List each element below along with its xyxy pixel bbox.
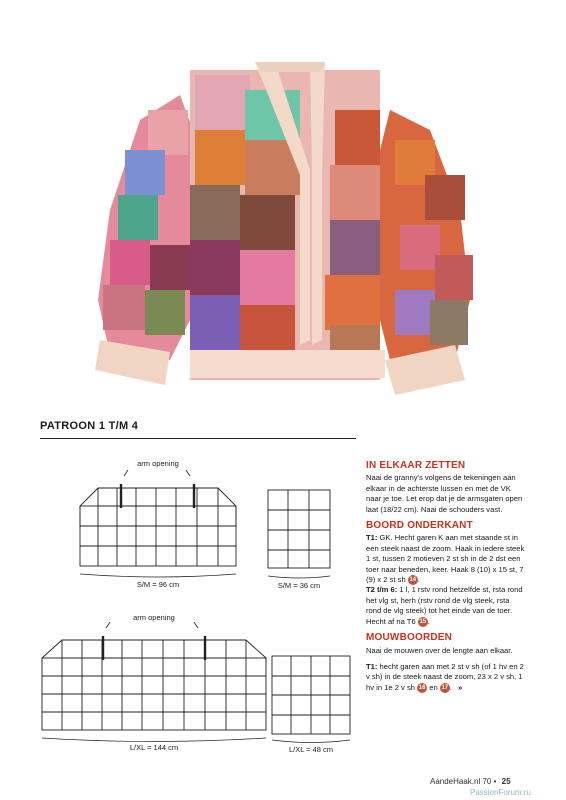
connector-text: en [429, 682, 438, 692]
assembly-diagrams [0, 440, 366, 760]
bottom-body-size: L/XL = 144 cm [129, 743, 179, 752]
continue-arrow-icon: » [458, 682, 463, 692]
bottom-sleeve-size: L/XL = 48 cm [288, 745, 334, 754]
step-badge: 17 [441, 684, 449, 691]
bottom-border-round-1: T1: GK. Hecht garen K aan met staande st in een steek naast de zoom. Haak in iedere steek 1 st, tussen 2 motieven 2 st sh in de 2 dst een toer naar beneden, keer. Haak 8 (10) x 15 st, 7 (9) x 2 st sh 14 . T2 t/m 6: 1 l, 1 rstv rond hetzelfde st, rsta rond het vlg st, herh (rstv rond de vlg steek, rsta rond de vlg steek) tot het einde van de toer. Hecht af na T6 15 . [366, 533, 525, 626]
round-label: T2 t/m 6: [366, 585, 398, 595]
watermark: PassionForum.ru [470, 788, 531, 797]
sleeve-grid-lxl [272, 656, 350, 734]
step-badge: 16 [418, 684, 426, 691]
assembly-text: Naai de granny's volgens de tekeningen aan elkaar in de achterste lussen en met de VK naar je toe. Let erop dat je de armsgaten open laat (18/22 cm). Naai de schouders vast. [366, 473, 523, 514]
cardigan-body [190, 62, 385, 380]
bottom-arm-label: arm opening [133, 613, 175, 622]
footer-site: AandeHaak.nl 70 [430, 777, 492, 786]
round-label: T1: [366, 661, 378, 671]
section-heading-bottom-border: BOORD ONDERKANT [366, 520, 473, 532]
page-number: 25 [501, 777, 511, 786]
round-label: T1: [366, 533, 378, 543]
pattern-title: PATROON 1 T/M 4 [40, 420, 139, 432]
pattern-title-rule [40, 438, 356, 439]
instructions-column [366, 461, 526, 699]
section-heading-assembly: IN ELKAAR ZETTEN [366, 460, 466, 471]
right-sleeve [370, 110, 473, 395]
footer-dot-icon: • [493, 777, 497, 786]
round-text: hecht garen aan met 2 st v sh (of 1 hv en 2 v sh) in de steek naast de zoom, 23 x 2 v sh, 1 hv in 1e 2 v sh [366, 661, 524, 692]
sleeve-grid-sm [268, 490, 330, 568]
page-footer [430, 777, 511, 786]
sleeve-border-round-1: T1: hecht garen aan met 2 st v sh (of 1 hv en 2 v sh) in de steek naast de zoom, 23 x 2 v sh, 1 hv in 1e 2 v sh 16 en 17 . » [366, 661, 524, 692]
top-arm-label: arm opening [137, 459, 179, 468]
body-grid-lxl [42, 640, 266, 730]
top-body-size: S/M = 96 cm [136, 580, 180, 589]
step-badge: 15 [419, 618, 427, 625]
section-heading-sleeve-borders: MOUWBOORDEN [366, 632, 453, 644]
top-sleeve-size: S/M = 36 cm [277, 581, 321, 590]
round-text: 1 l, 1 rstv rond hetzelfde st, rsta rond het vlg st, herh (rstv rond de vlg steek, rsta rond de vlg steek) tot het einde van de toer. Hecht af na T6 [366, 585, 523, 626]
body-grid-sm [80, 488, 236, 566]
step-badge: 14 [409, 577, 417, 584]
sleeve-border-text: Naai de mouwen over de lengte aan elkaar. [366, 645, 513, 655]
round-text: GK. Hecht garen K aan met staande st in een steek naast de zoom. Haak in iedere steek 1 st, tussen 2 motieven 2 st sh in de 2 dst een toer naar beneden, keer. Haak 8 (10) x 15 st, 7 (9) x 2 st sh [366, 533, 525, 585]
